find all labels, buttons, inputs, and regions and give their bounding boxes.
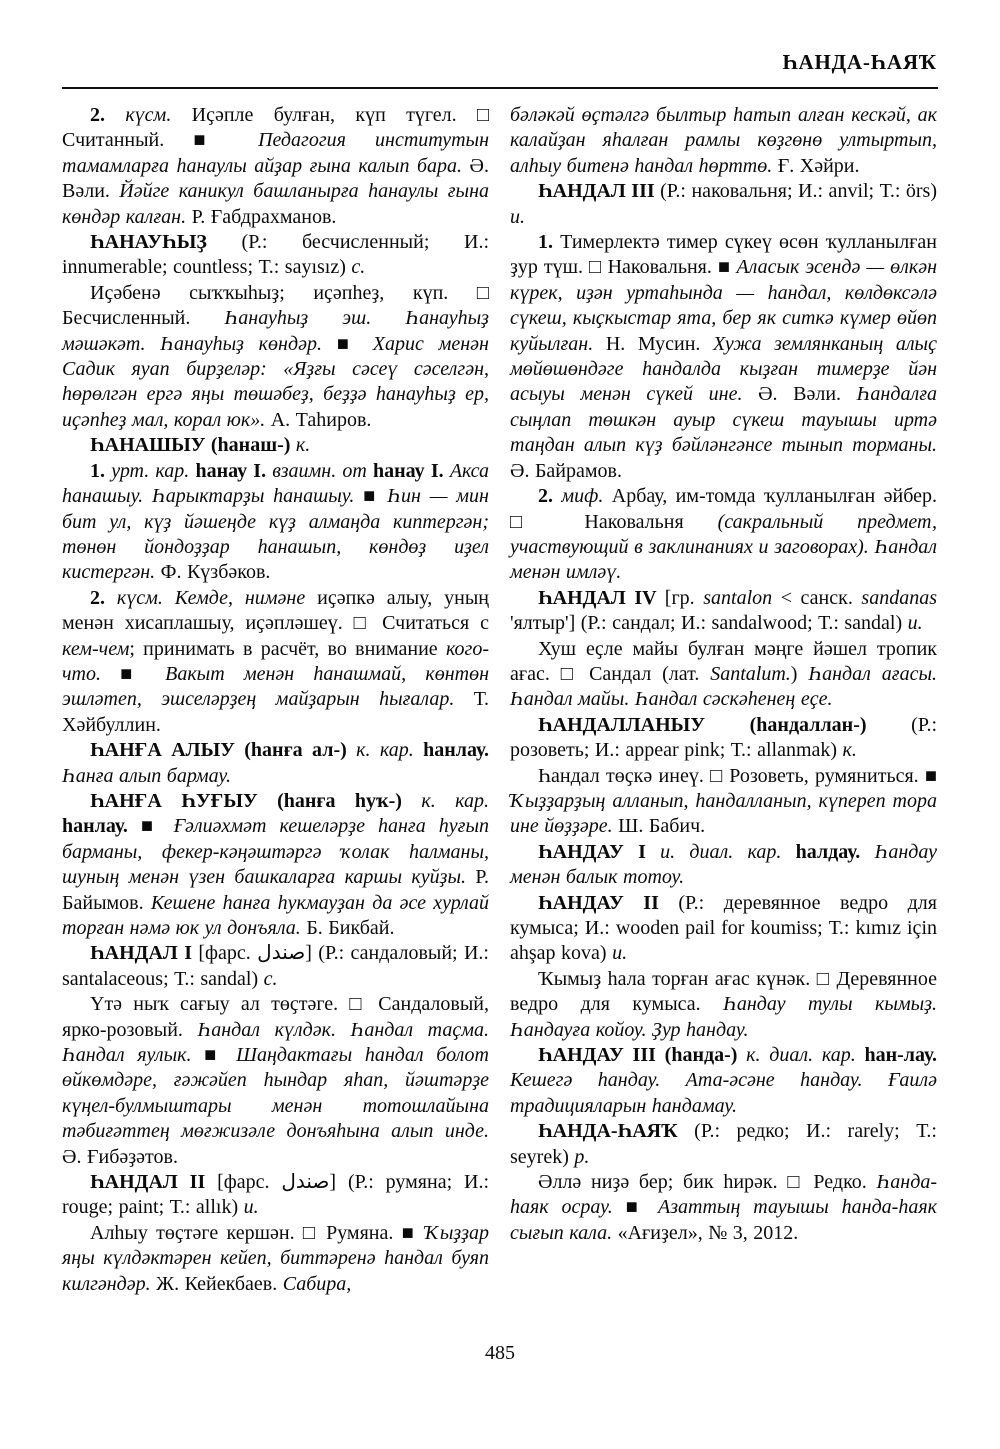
body-text: Р. Ғабдрахманов.: [191, 205, 337, 228]
italic-text: Santalum.: [710, 662, 791, 685]
body-text: Ҡымыҙ һала торған ағас күнәк. □ Деревянное ведро для кумыса.: [510, 967, 937, 1016]
dictionary-paragraph: [510, 230, 937, 484]
body-text: Т. Хәйбуллин.: [62, 688, 489, 736]
header-rule: [62, 87, 938, 89]
headword-or-bold-text: ҺАНДАЛ I: [90, 942, 199, 965]
dictionary-paragraph: [510, 1043, 937, 1119]
body-text: Р. Байымов.: [62, 866, 489, 914]
italic-text: Ғәлиәхмәт кешеләрҙе һанға һуғып барманы, фекер-кәңәштәргә ҡолак һалманы, шуның менән үзен башкаларға каршы куйҙы.: [62, 815, 489, 889]
body-text: [фарс. صندل] (Р.: румяна; И.: rouge; paint; Т.: allık): [62, 1171, 489, 1219]
italic-text: Һин — мин бит ул, күҙ йәшеңде күҙ алмаңда киптергән; төнөн йондоҙҙар һанашып, көндөҙ иҙел кистергән.: [62, 485, 489, 584]
body-text: ■: [363, 485, 388, 508]
italic-text: кого-что.: [62, 637, 489, 685]
body-text: (Р.: розоветь; И.: appear pink; Т.: allanmak): [510, 713, 937, 762]
dictionary-paragraph: [62, 1170, 489, 1221]
body-text: Ж. Кейекбаев.: [156, 1272, 283, 1295]
dictionary-paragraph: [510, 484, 937, 586]
italic-text: Һанға алып бармау.: [62, 764, 231, 787]
headword-or-bold-text: һанау I.: [195, 459, 273, 482]
dictionary-paragraph: [62, 1221, 489, 1297]
dictionary-paragraph: [510, 179, 937, 230]
headword-or-bold-text: ҺАНДАЛ III: [538, 180, 661, 203]
dictionary-paragraph: [62, 281, 489, 433]
body-text: А. Таһиров.: [270, 408, 372, 431]
dictionary-paragraph: [62, 103, 489, 230]
body-text: Ә. Байрамов.: [510, 459, 622, 482]
italic-text: Һанда-һаяк осрау.: [510, 1171, 937, 1219]
italic-text: к.: [295, 434, 311, 457]
italic-text: к. диал. кар.: [746, 1044, 865, 1067]
body-text: ■: [625, 1196, 659, 1219]
headword-or-bold-text: 2.: [90, 586, 117, 609]
italic-text: миф.: [561, 485, 612, 508]
italic-text: Һандалға сыңлап төшкән ауыр сүкеш тауышы иртә таңдан алып күҙ бәйләнгәнсе тынып торманы.: [510, 383, 937, 457]
italic-text: Кешегә һандау. Ата-әсәне һандау. Ғаилә традицияларын һандамау.: [510, 1069, 937, 1117]
headword-or-bold-text: ҺАНДА-ҺАЯҠ: [538, 1120, 695, 1143]
italic-text: күсм. Кемде, нимәне: [116, 586, 318, 609]
page-number: 485: [485, 1342, 515, 1364]
body-text: [фарс. صندل] (Р.: сандаловый; И.: santalaceous; Т.: sandal): [62, 942, 489, 990]
body-text: (Р.: наковальня; И.: anvil; Т.: örs): [660, 180, 937, 203]
dictionary-paragraph: [510, 764, 937, 840]
body-text: Иҫәбенә сыҡҡыһыҙ; иҫәпһеҙ, күп. □ Бесчисленный.: [62, 281, 489, 330]
headword-or-bold-text: 2.: [538, 485, 562, 508]
text-column-right: [510, 103, 937, 1297]
body-text: Ә. Ғибәҙәтов.: [62, 1145, 178, 1168]
dictionary-paragraph: [510, 891, 937, 967]
body-text: Б. Бикбай.: [306, 917, 395, 939]
body-text: «Ағиҙел», № 3, 2012.: [617, 1221, 799, 1244]
italic-text: к.: [842, 739, 857, 762]
headword-or-bold-text: ҺАНҒА ҺУҒЫУ (һанға һуҡ-): [90, 789, 422, 812]
italic-text: Һандау менән балык тотоу.: [510, 840, 937, 889]
body-text: ■: [140, 815, 174, 838]
italic-text: и. диал. кар.: [660, 840, 796, 863]
italic-text: күсм.: [125, 104, 192, 126]
headword-or-bold-text: ҺАНДАУ I: [538, 840, 661, 863]
italic-text: взаимн. от: [272, 459, 374, 482]
headword-or-bold-text: ҺАНҒА АЛЫУ (һанға ал-): [90, 739, 357, 762]
headword-or-bold-text: ҺАНДАЛЛАНЫУ (һандаллан-): [538, 713, 912, 736]
italic-text: Һандал ағасы. Һандал майы. Һандал сәскәһенең еҫе.: [510, 662, 938, 711]
body-text: Н. Мусин.: [605, 332, 713, 355]
italic-text: к. кар.: [421, 789, 489, 812]
headword-or-bold-text: ҺАНАУҺЫҘ: [90, 231, 242, 254]
dictionary-paragraph: [510, 840, 937, 891]
italic-text: Һандау тулы кымыҙ. Һандауға койоу. Ҙур һандау.: [510, 993, 937, 1041]
dictionary-paragraph: [62, 941, 489, 992]
body-text: Хуш еҫле майы булған мәңге йәшел тропик ағас. □ Сандал (лат.: [510, 637, 937, 685]
headword-or-bold-text: һалдау.: [795, 840, 875, 863]
italic-text: кем-чем: [62, 637, 130, 660]
headword-or-bold-text: ҺАНДАУ II: [538, 891, 679, 914]
italic-text: к. кар.: [356, 739, 424, 762]
dictionary-paragraph: [62, 738, 489, 789]
italic-text: и.: [510, 205, 525, 228]
body-text: [гр.: [664, 586, 704, 609]
italic-text: Акса һанашыу. Һарыктарҙы һанашыу.: [62, 459, 489, 508]
dictionary-paragraph: [62, 586, 489, 738]
dictionary-paragraph: [62, 789, 489, 941]
body-text: Иҫәпле булған, күп түгел. □ Считанный. ■: [62, 104, 490, 152]
body-text: (Р.: бесчисленный; И.: innumerable; countless; Т.: sayısız): [62, 231, 489, 279]
dictionary-paragraph: [510, 1119, 937, 1170]
body-text: Ә. Вәли.: [758, 383, 857, 406]
italic-text: Һандал күлдәк. Һандал таҫма. Һандал яулык.: [62, 1018, 489, 1067]
headword-or-bold-text: ҺАНАШЫУ (һанаш-): [90, 434, 296, 457]
headword-or-bold-text: ҺАНДАУ III (һанда-): [538, 1044, 747, 1067]
body-text: Һандал төҫкә инеү. □ Розоветь, румяниться. ■: [538, 764, 937, 787]
italic-text: (сакральный предмет, участвующий в заклинаниях и заговорах). Һандал менән имләү.: [510, 510, 937, 584]
italic-text: Кешене һанға һукмауҙан да әсе хурлай торған нәмә юк ул донъяла.: [62, 891, 489, 939]
italic-text: Азаттың тауышы һанда-һаяк сығып кала.: [510, 1196, 937, 1244]
text-columns: [62, 103, 938, 1297]
body-text: < санск.: [780, 586, 862, 609]
running-head: ҺАНДА-ҺАЯҠ: [782, 50, 937, 74]
italic-text: Аласык эсендә — өлкән күрек, иҙән уртаһында — һандал, көлдөксәлә сүкеш, кыҫкыстар ята, бер як ситкә күмер өйөп куйылған.: [510, 256, 938, 355]
dictionary-paragraph: [510, 967, 937, 1043]
italic-text: урт. кар.: [111, 459, 196, 482]
body-text: Арбау, им-томда ҡулланылған әйбер. □ Наковальня: [510, 485, 937, 533]
dictionary-paragraph: [510, 586, 937, 637]
body-text: Ә. Вәли.: [62, 154, 489, 203]
headword-or-bold-text: ҺАНДАЛ II: [90, 1171, 218, 1194]
italic-text: Хужа землянканың алыҫ мөйөшөндәге һандалда кыҙған тимерҙе йән асыуы менән сүкей ине.: [510, 332, 937, 406]
dictionary-paragraph: [510, 1170, 937, 1246]
headword-or-bold-text: һанау I.: [373, 459, 450, 482]
italic-text: и.: [612, 942, 628, 965]
body-text: Ш. Бабич.: [618, 815, 706, 838]
italic-text: Педагогия институтын тамамларға һанаулы айҙар ғына калып бара.: [62, 129, 489, 177]
headword-or-bold-text: һанлау.: [62, 815, 141, 838]
italic-text: Йәйге каникул башланырға һанаулы ғына көндәр калған.: [62, 180, 489, 228]
italic-text: Ҡыҙҙар яңы күлдәктәрен кейеп, биттәренә һандал буяп килгәндәр.: [62, 1221, 489, 1295]
dictionary-paragraph: [510, 637, 937, 713]
body-text: Үтә ныҡ сағыу ал төҫтәге. □ Сандаловый, ярко-розовый.: [62, 993, 489, 1041]
body-text: ■: [204, 1044, 237, 1067]
italic-text: santalon: [703, 586, 781, 609]
dictionary-paragraph: [510, 103, 937, 179]
italic-text: и.: [243, 1196, 259, 1219]
body-text: Әллә ниҙә бер; бик һирәк. □ Редко.: [538, 1171, 877, 1194]
italic-text: с.: [263, 967, 278, 990]
dictionary-paragraph: [62, 433, 489, 458]
dictionary-paragraph: [62, 230, 489, 281]
dictionary-paragraph: [62, 992, 489, 1170]
text-column-left: [62, 103, 489, 1297]
italic-text: Сабира,: [282, 1272, 352, 1295]
body-text: ; принимать в расчёт, во внимание: [129, 637, 446, 660]
body-text: 'ялтыр'] (Р.: сандал; И.: sandalwood; Т.: sandal): [510, 612, 908, 635]
body-text: ): [790, 662, 809, 685]
dictionary-paragraph: [510, 713, 937, 764]
italic-text: sandanas: [861, 586, 937, 609]
headword-or-bold-text: 1.: [90, 459, 112, 482]
body-text: Ф. Күзбәков.: [160, 561, 271, 584]
body-text: (Р.: редко; И.: rarely; Т.: seyrek): [510, 1120, 937, 1168]
italic-text: Һанауһыҙ эш. Һанауһыҙ мәшәкәт. Һанауһыҙ көндәр.: [62, 307, 489, 355]
italic-text: Ҡыҙҙарҙың алланып, һандалланып, күпереп тора ине йөҙҙәре.: [510, 789, 937, 838]
dictionary-paragraph: [62, 459, 489, 586]
body-text: ■: [336, 332, 373, 355]
body-text: иҫәпкә алыу, уның менән хисаплашыу, иҫәпләшеү. □ Считаться с: [62, 586, 489, 635]
headword-or-bold-text: ҺАНДАЛ IV: [538, 586, 665, 609]
italic-text: с.: [351, 256, 366, 279]
body-text: Ғ. Хәйри.: [777, 154, 860, 177]
body-text: Тимерлектә тимер сүкеү өсөн ҡулланылған ҙур түш. □ Наковальня. ■: [510, 231, 937, 279]
headword-or-bold-text: һан-лау.: [864, 1044, 937, 1067]
body-text: Алһыу төҫтәге кершән. □ Румяна. ■: [90, 1221, 425, 1244]
italic-text: Харис менән Садик яуап бирҙеләр: «Яҙғы сәсеү сәселгән, һөрөлгән ергә яңы төшәбеҙ, беҙҙә һанауһыҙ ер, иҫәпһеҙ мал, корал юк».: [62, 332, 489, 431]
headword-or-bold-text: 1.: [538, 231, 561, 254]
headword-or-bold-text: һанлау.: [423, 739, 489, 762]
body-text: (Р.: деревянное ведро для кумыса; И.: wooden pail for koumiss; Т.: kımız için ahşap kova): [510, 891, 937, 965]
italic-text: р.: [574, 1145, 590, 1168]
body-text: ■: [120, 662, 166, 685]
headword-or-bold-text: 2.: [90, 104, 126, 126]
italic-text: Шаңдактағы һандал болот өйкөмдәре, ғәжәйеп һындар яһап, йәштәрҙе күңел-булмыштары менән тотошлайына тәбиғәттең мөғжизәле донъяһына алып инде.: [62, 1044, 489, 1143]
italic-text: бәләкәй өҫтәлгә былтыр һатып алған кескәй, ак калайҙан яһалған рамлы көҙгөнө ултыртып, алһыу битенә һандал һөрттө.: [510, 104, 937, 177]
italic-text: и.: [907, 612, 923, 635]
italic-text: Вакыт менән һанашмай, көнтөн эшләтеп, эшселәрҙең майҙарын һығалар.: [62, 662, 489, 711]
